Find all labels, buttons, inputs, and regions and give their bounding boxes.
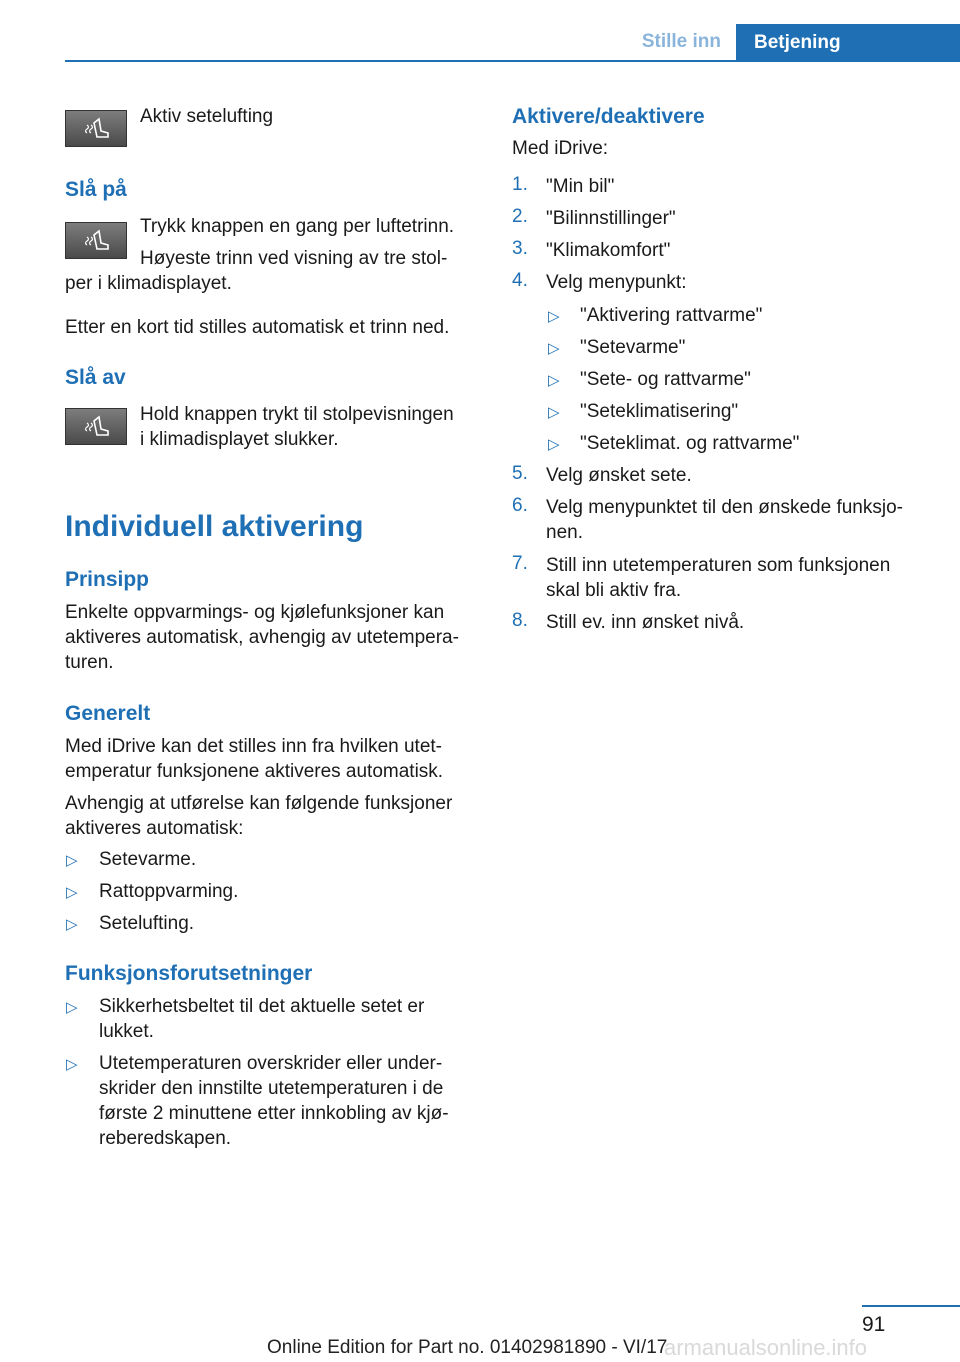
prereq-1-line-1: Sikkerhetsbeltet til det aktuelle setet er <box>99 996 425 1017</box>
page-number: 91 <box>862 1313 886 1336</box>
step-number: 2. <box>512 206 528 227</box>
edition-note: Online Edition for Part no. 01402981890 - VI/17 <box>267 1337 668 1358</box>
prereq-2-line-4: reberedskapen. <box>99 1128 232 1149</box>
general-line-2: emperatur funksjonene aktiveres automatisk. <box>65 761 444 782</box>
header-rule <box>65 60 960 62</box>
header-chapter-tab: Betjening <box>736 24 960 62</box>
submenu-item: "Seteklimatisering" <box>580 401 739 422</box>
bullet-triangle-icon: ▷ <box>548 404 560 421</box>
step-text: Still inn utetemperaturen som funksjonen <box>546 555 891 576</box>
function-item: Rattoppvarming. <box>99 881 239 902</box>
step-number: 4. <box>512 270 528 291</box>
bullet-triangle-icon: ▷ <box>66 916 78 933</box>
submenu-item: "Sete- og rattvarme" <box>580 369 751 390</box>
seat-ventilation-icon <box>83 415 111 439</box>
submenu-item: "Aktivering rattvarme" <box>580 305 763 326</box>
on-instruction: Trykk knappen en gang per luftetrinn. <box>140 216 455 237</box>
heading-principle: Prinsipp <box>65 568 150 591</box>
bullet-triangle-icon: ▷ <box>548 436 560 453</box>
prereq-1-line-2: lukket. <box>99 1021 154 1042</box>
principle-line-3: turen. <box>65 652 114 673</box>
step-text: Velg ønsket sete. <box>546 465 692 486</box>
seat-ventilation-button-image <box>65 222 127 259</box>
prereq-2-line-2: skrider den innstilte utetemperaturen i de <box>99 1078 444 1099</box>
depends-line-2: aktiveres automatisk: <box>65 818 244 839</box>
step-number: 6. <box>512 495 528 516</box>
bullet-triangle-icon: ▷ <box>548 308 560 325</box>
off-instruction-a: Hold knappen trykt til stolpevisningen <box>140 404 454 425</box>
bullet-triangle-icon: ▷ <box>66 852 78 869</box>
principle-line-2: aktiveres automatisk, avhengig av utetempera- <box>65 627 459 648</box>
main-heading: Individuell aktivering <box>65 510 364 543</box>
bullet-triangle-icon: ▷ <box>548 340 560 357</box>
depends-line-1: Avhengig at utførelse kan følgende funksjoner <box>65 793 453 814</box>
step-text: "Bilinnstillinger" <box>546 208 676 229</box>
submenu-item: "Seteklimat. og rattvarme" <box>580 433 800 454</box>
submenu-item: "Setevarme" <box>580 337 686 358</box>
heading-prerequisites: Funksjonsforutsetninger <box>65 962 313 985</box>
step-number: 7. <box>512 553 528 574</box>
heading-activate-deactivate: Aktivere/deaktivere <box>512 105 705 128</box>
step-text: "Klimakomfort" <box>546 240 671 261</box>
seat-ventilation-icon <box>83 229 111 253</box>
step-text: skal bli aktiv fra. <box>546 580 682 601</box>
step-number: 3. <box>512 238 528 259</box>
step-text: Velg menypunkt: <box>546 272 687 293</box>
idrive-intro: Med iDrive: <box>512 138 609 159</box>
prereq-2-line-3: første 2 minuttene etter innkobling av kjø- <box>99 1103 449 1124</box>
heading-switch-on: Slå på <box>65 178 127 201</box>
seat-ventilation-button-image <box>65 408 127 445</box>
bullet-triangle-icon: ▷ <box>548 372 560 389</box>
seat-ventilation-icon <box>83 117 111 141</box>
step-text: Still ev. inn ønsket nivå. <box>546 612 745 633</box>
header-section-tab: Stille inn <box>641 31 721 52</box>
step-text: "Min bil" <box>546 176 615 197</box>
watermark: armanualsonline.info <box>664 1335 868 1360</box>
function-item: Setelufting. <box>99 913 195 934</box>
bullet-triangle-icon: ▷ <box>66 1056 78 1073</box>
step-text: Velg menypunktet til den ønskede funksjo- <box>546 497 903 518</box>
icon-caption: Aktiv setelufting <box>140 106 274 127</box>
footer-rule <box>862 1305 960 1307</box>
bullet-triangle-icon: ▷ <box>66 884 78 901</box>
step-number: 8. <box>512 610 528 631</box>
on-auto-note: Etter en kort tid stilles automatisk et trinn ned. <box>65 317 450 338</box>
function-item: Setevarme. <box>99 849 197 870</box>
general-line-1: Med iDrive kan det stilles inn fra hvilken utet- <box>65 736 442 757</box>
on-level-note-a: Høyeste trinn ved visning av tre stol- <box>140 248 448 269</box>
step-number: 5. <box>512 463 528 484</box>
prereq-2-line-1: Utetemperaturen overskrider eller under- <box>99 1053 443 1074</box>
on-level-note-b: per i klimadisplayet. <box>65 273 232 294</box>
bullet-triangle-icon: ▷ <box>66 999 78 1016</box>
principle-line-1: Enkelte oppvarmings- og kjølefunksjoner kan <box>65 602 445 623</box>
step-number: 1. <box>512 174 528 195</box>
step-text: nen. <box>546 522 583 543</box>
seat-ventilation-button-image <box>65 110 127 147</box>
off-instruction-b: i klimadisplayet slukker. <box>140 429 339 450</box>
heading-switch-off: Slå av <box>65 366 126 389</box>
heading-general: Generelt <box>65 702 151 725</box>
